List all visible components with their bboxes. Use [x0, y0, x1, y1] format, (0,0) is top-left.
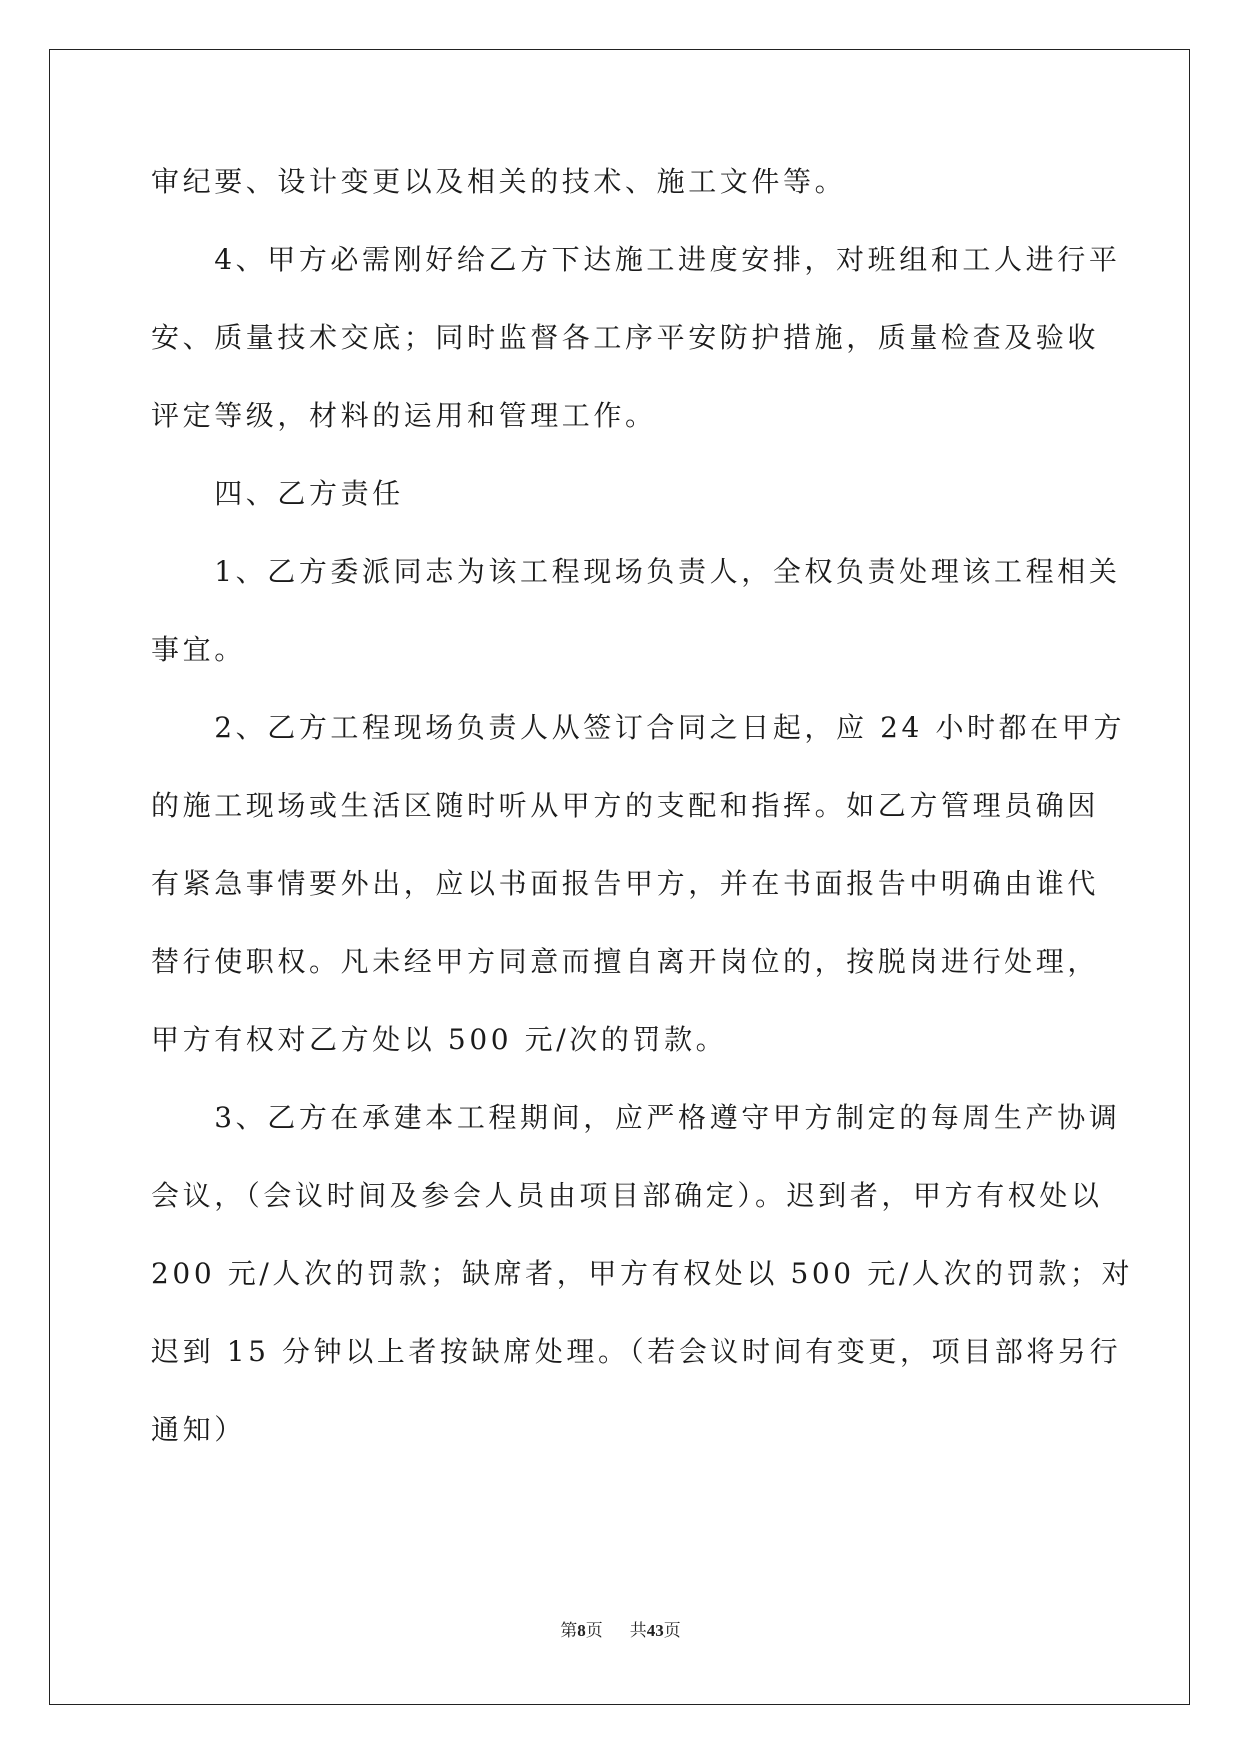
- text-line: 200 元/人次的罚款；缺席者，甲方有权处以 500 元/人次的罚款；对: [151, 1257, 1134, 1290]
- text-line: 事宜。: [151, 633, 246, 666]
- page-prefix: 第: [560, 1621, 578, 1641]
- text-line: 有紧急事情要外出，应以书面报告甲方，并在书面报告中明确由谁代: [151, 867, 1100, 900]
- text-line: 1、乙方委派同志为该工程现场负责人，全权负责处理该工程相关: [151, 555, 1121, 588]
- text-line: 审纪要、设计变更以及相关的技术、施工文件等。: [151, 165, 847, 198]
- text-line: 的施工现场或生活区随时听从甲方的支配和指挥。如乙方管理员确因: [151, 789, 1100, 822]
- page-number: 8: [577, 1621, 586, 1640]
- total-pages: 43: [646, 1621, 664, 1640]
- text-line: 2、乙方工程现场负责人从签订合同之日起，应 24 小时都在甲方: [151, 711, 1126, 744]
- text-line: 会议，（会议时间及参会人员由项目部确定）。迟到者，甲方有权处以: [151, 1179, 1103, 1212]
- text-line: 甲方有权对乙方处以 500 元/次的罚款。: [151, 1023, 728, 1056]
- total-suffix: 页: [663, 1621, 681, 1641]
- text-line: 3、乙方在承建本工程期间，应严格遵守甲方制定的每周生产协调: [151, 1101, 1121, 1134]
- section-heading: 四、乙方责任: [151, 477, 404, 510]
- page-footer: [0, 1616, 1241, 1641]
- text-line: 评定等级，材料的运用和管理工作。: [151, 399, 657, 432]
- text-line: 4、甲方必需刚好给乙方下达施工进度安排，对班组和工人进行平: [151, 243, 1121, 276]
- text-line: 通知）: [151, 1413, 246, 1446]
- text-line: 替行使职权。凡未经甲方同意而擅自离开岗位的，按脱岗进行处理，: [151, 945, 1100, 978]
- text-line: 安、质量技术交底；同时监督各工序平安防护措施，质量检查及验收: [151, 321, 1100, 354]
- document-body: [151, 163, 1134, 1489]
- total-prefix: 共: [629, 1621, 647, 1641]
- page-suffix: 页: [585, 1621, 603, 1641]
- text-line: 迟到 15 分钟以上者按缺席处理。（若会议时间有变更，项目部将另行: [151, 1335, 1122, 1368]
